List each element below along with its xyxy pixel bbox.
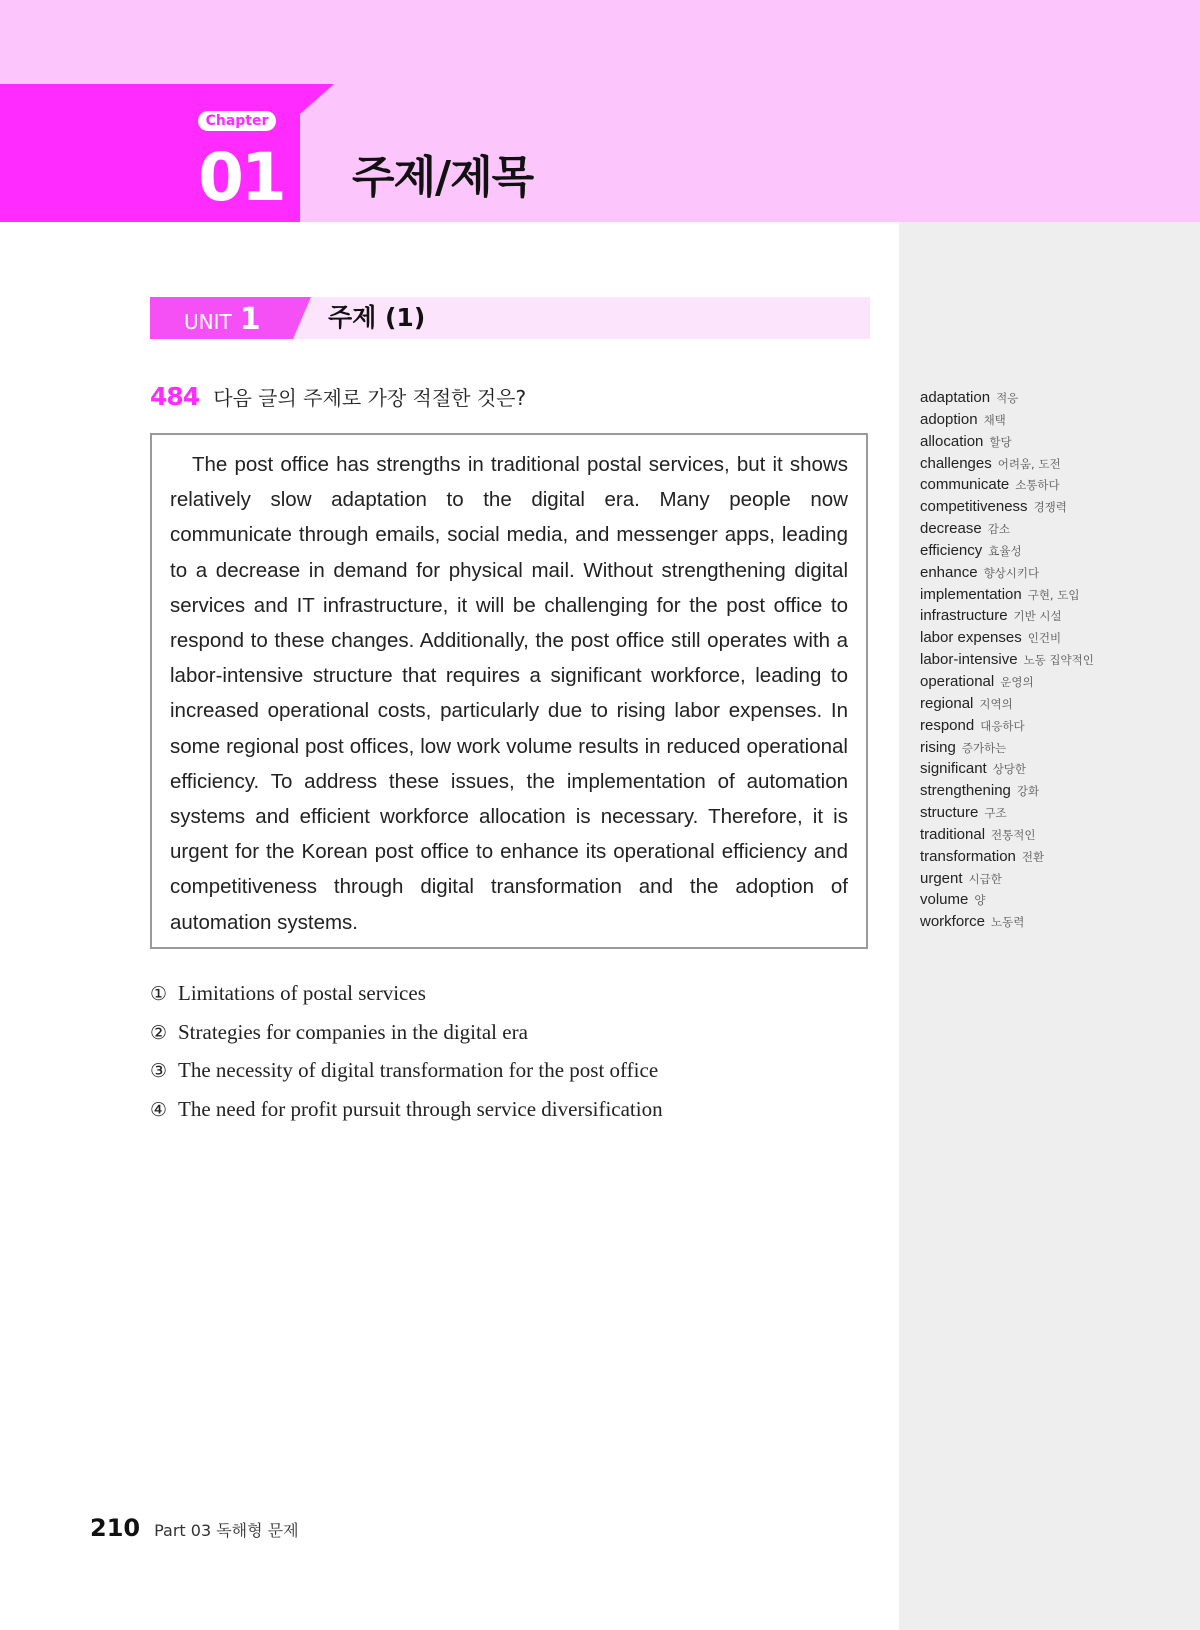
vocab-word: competitiveness bbox=[920, 498, 1028, 516]
unit-tab-notch bbox=[293, 297, 311, 339]
vocab-item bbox=[920, 714, 1094, 736]
answer-option-3[interactable] bbox=[150, 1052, 870, 1091]
answer-option-2[interactable] bbox=[150, 1014, 870, 1053]
option-mark: ① bbox=[150, 983, 168, 1005]
vocab-meaning: 노동 집약적인 bbox=[1023, 653, 1094, 668]
vocab-word: significant bbox=[920, 760, 987, 778]
vocab-word: implementation bbox=[920, 585, 1022, 603]
vocab-word: respond bbox=[920, 716, 975, 734]
vocab-word: workforce bbox=[920, 913, 986, 931]
vocab-item bbox=[920, 867, 1094, 889]
vocab-item bbox=[920, 888, 1094, 910]
vocabulary-list bbox=[920, 386, 1094, 932]
vocab-item bbox=[920, 386, 1094, 408]
vocab-item bbox=[920, 757, 1094, 779]
vocab-meaning: 채택 bbox=[983, 412, 1006, 427]
chapter-number: 01 bbox=[198, 139, 284, 216]
vocab-word: challenges bbox=[920, 454, 992, 472]
vocab-item bbox=[920, 845, 1094, 867]
vocab-word: labor-intensive bbox=[920, 651, 1018, 669]
vocab-meaning: 효율성 bbox=[988, 543, 1022, 558]
vocab-meaning: 노동력 bbox=[991, 915, 1025, 930]
vocab-word: adaptation bbox=[920, 389, 991, 406]
vocab-meaning: 향상시키다 bbox=[983, 565, 1040, 580]
option-mark: ② bbox=[150, 1021, 168, 1044]
question-heading bbox=[150, 380, 526, 414]
vocab-item bbox=[920, 604, 1094, 626]
vocab-item bbox=[920, 561, 1094, 583]
vocab-word: enhance bbox=[920, 563, 978, 581]
vocab-meaning: 전통적인 bbox=[991, 827, 1036, 842]
unit-label-text: UNIT bbox=[184, 310, 232, 334]
option-text: The need for profit pursuit through service diversification bbox=[178, 1096, 663, 1121]
vocab-item bbox=[920, 473, 1094, 495]
vocab-meaning: 대응하다 bbox=[980, 718, 1025, 733]
page-footer bbox=[90, 1512, 299, 1544]
passage-text: The post office has strengths in traditional postal services, but it shows relatively slow adaptation to the digital era. Many people now communicate through emails, social media, and messenger apps, leading to a decrease in demand for physical mail. Without strengthening digital services and IT infrastructure, it will be challenging for the post office to respond to these changes. Additionally, the post office still operates with a labor-intensive structure that requires a significant workforce, leading to increased operational costs, particularly due to rising labor expenses. In some regional post offices, low work volume results in reduced operational efficiency. To address these issues, the implementation of automation systems and efficient workforce allocation is necessary. Therefore, it is urgent for the Korean post office to enhance its operational efficiency and competitiveness through digital transformation and the adoption of automation systems. bbox=[170, 453, 848, 934]
passage-box bbox=[150, 433, 868, 949]
vocab-word: allocation bbox=[920, 432, 984, 450]
vocab-word: decrease bbox=[920, 520, 982, 538]
vocab-item bbox=[920, 823, 1094, 845]
vocab-word: traditional bbox=[920, 825, 986, 843]
vocab-word: volume bbox=[920, 891, 969, 909]
part-label: Part 03 독해형 문제 bbox=[154, 1521, 299, 1540]
vocab-item bbox=[920, 779, 1094, 801]
chapter-label: Chapter bbox=[198, 111, 276, 131]
option-mark: ③ bbox=[150, 1060, 168, 1082]
vocab-meaning: 구조 bbox=[984, 806, 1007, 821]
vocab-word: rising bbox=[920, 738, 956, 756]
vocab-word: regional bbox=[920, 694, 974, 712]
vocab-meaning: 소통하다 bbox=[1015, 478, 1060, 493]
vocab-meaning: 기반 시설 bbox=[1013, 609, 1062, 624]
vocab-meaning: 상당한 bbox=[992, 762, 1027, 777]
unit-label bbox=[184, 297, 261, 339]
vocab-item bbox=[920, 495, 1094, 517]
question-number: 484 bbox=[150, 382, 200, 411]
vocab-meaning: 증가하는 bbox=[961, 740, 1007, 755]
vocab-word: efficiency bbox=[920, 541, 983, 559]
unit-number: 1 bbox=[239, 302, 261, 337]
vocab-item bbox=[920, 408, 1094, 430]
vocab-word: strengthening bbox=[920, 782, 1011, 800]
vocab-word: structure bbox=[920, 804, 979, 822]
vocab-meaning: 인건비 bbox=[1027, 631, 1062, 646]
option-mark: ④ bbox=[150, 1098, 168, 1121]
answer-option-1[interactable] bbox=[150, 975, 870, 1014]
vocab-meaning: 적응 bbox=[996, 391, 1019, 405]
vocab-item bbox=[920, 736, 1094, 758]
vocab-word: operational bbox=[920, 672, 995, 690]
question-prompt: 다음 글의 주제로 가장 적절한 것은? bbox=[213, 386, 527, 410]
vocab-item bbox=[920, 692, 1094, 714]
vocab-item bbox=[920, 670, 1094, 692]
vocab-meaning: 강화 bbox=[1016, 784, 1040, 799]
unit-title: 주제 (1) bbox=[328, 303, 426, 332]
vocab-word: adoption bbox=[920, 410, 978, 428]
vocab-meaning: 운영의 bbox=[1000, 674, 1034, 689]
vocab-word: labor expenses bbox=[920, 629, 1022, 647]
vocab-meaning: 양 bbox=[974, 893, 986, 908]
vocab-meaning: 전환 bbox=[1021, 849, 1045, 864]
page-number: 210 bbox=[90, 1514, 141, 1542]
vocab-item bbox=[920, 430, 1094, 452]
vocab-meaning: 감소 bbox=[987, 522, 1010, 537]
vocab-meaning: 할당 bbox=[989, 434, 1012, 449]
chapter-title: 주제/제목 bbox=[352, 152, 534, 203]
vocab-item bbox=[920, 583, 1094, 605]
option-text: The necessity of digital transformation for the post office bbox=[178, 1058, 659, 1082]
vocab-item bbox=[920, 539, 1094, 561]
vocab-word: infrastructure bbox=[920, 607, 1008, 625]
option-text: Limitations of postal services bbox=[178, 981, 426, 1005]
vocab-item bbox=[920, 648, 1094, 670]
vocab-meaning: 시급한 bbox=[968, 871, 1002, 886]
vocab-meaning: 경쟁력 bbox=[1033, 500, 1067, 515]
chapter-block-notch bbox=[300, 84, 334, 114]
vocab-item bbox=[920, 801, 1094, 823]
option-text: Strategies for companies in the digital era bbox=[178, 1019, 528, 1044]
vocab-item bbox=[920, 452, 1094, 474]
vocab-item bbox=[920, 626, 1094, 648]
vocab-meaning: 어려움, 도전 bbox=[997, 456, 1061, 471]
vocab-word: transformation bbox=[920, 847, 1016, 865]
answer-option-4[interactable] bbox=[150, 1091, 870, 1130]
vocab-meaning: 구현, 도입 bbox=[1027, 587, 1080, 602]
vocab-meaning: 지역의 bbox=[979, 696, 1013, 711]
vocab-item bbox=[920, 517, 1094, 539]
answer-options bbox=[150, 975, 870, 1129]
vocab-item bbox=[920, 910, 1094, 932]
vocab-word: communicate bbox=[920, 476, 1010, 494]
vocab-word: urgent bbox=[920, 869, 963, 887]
